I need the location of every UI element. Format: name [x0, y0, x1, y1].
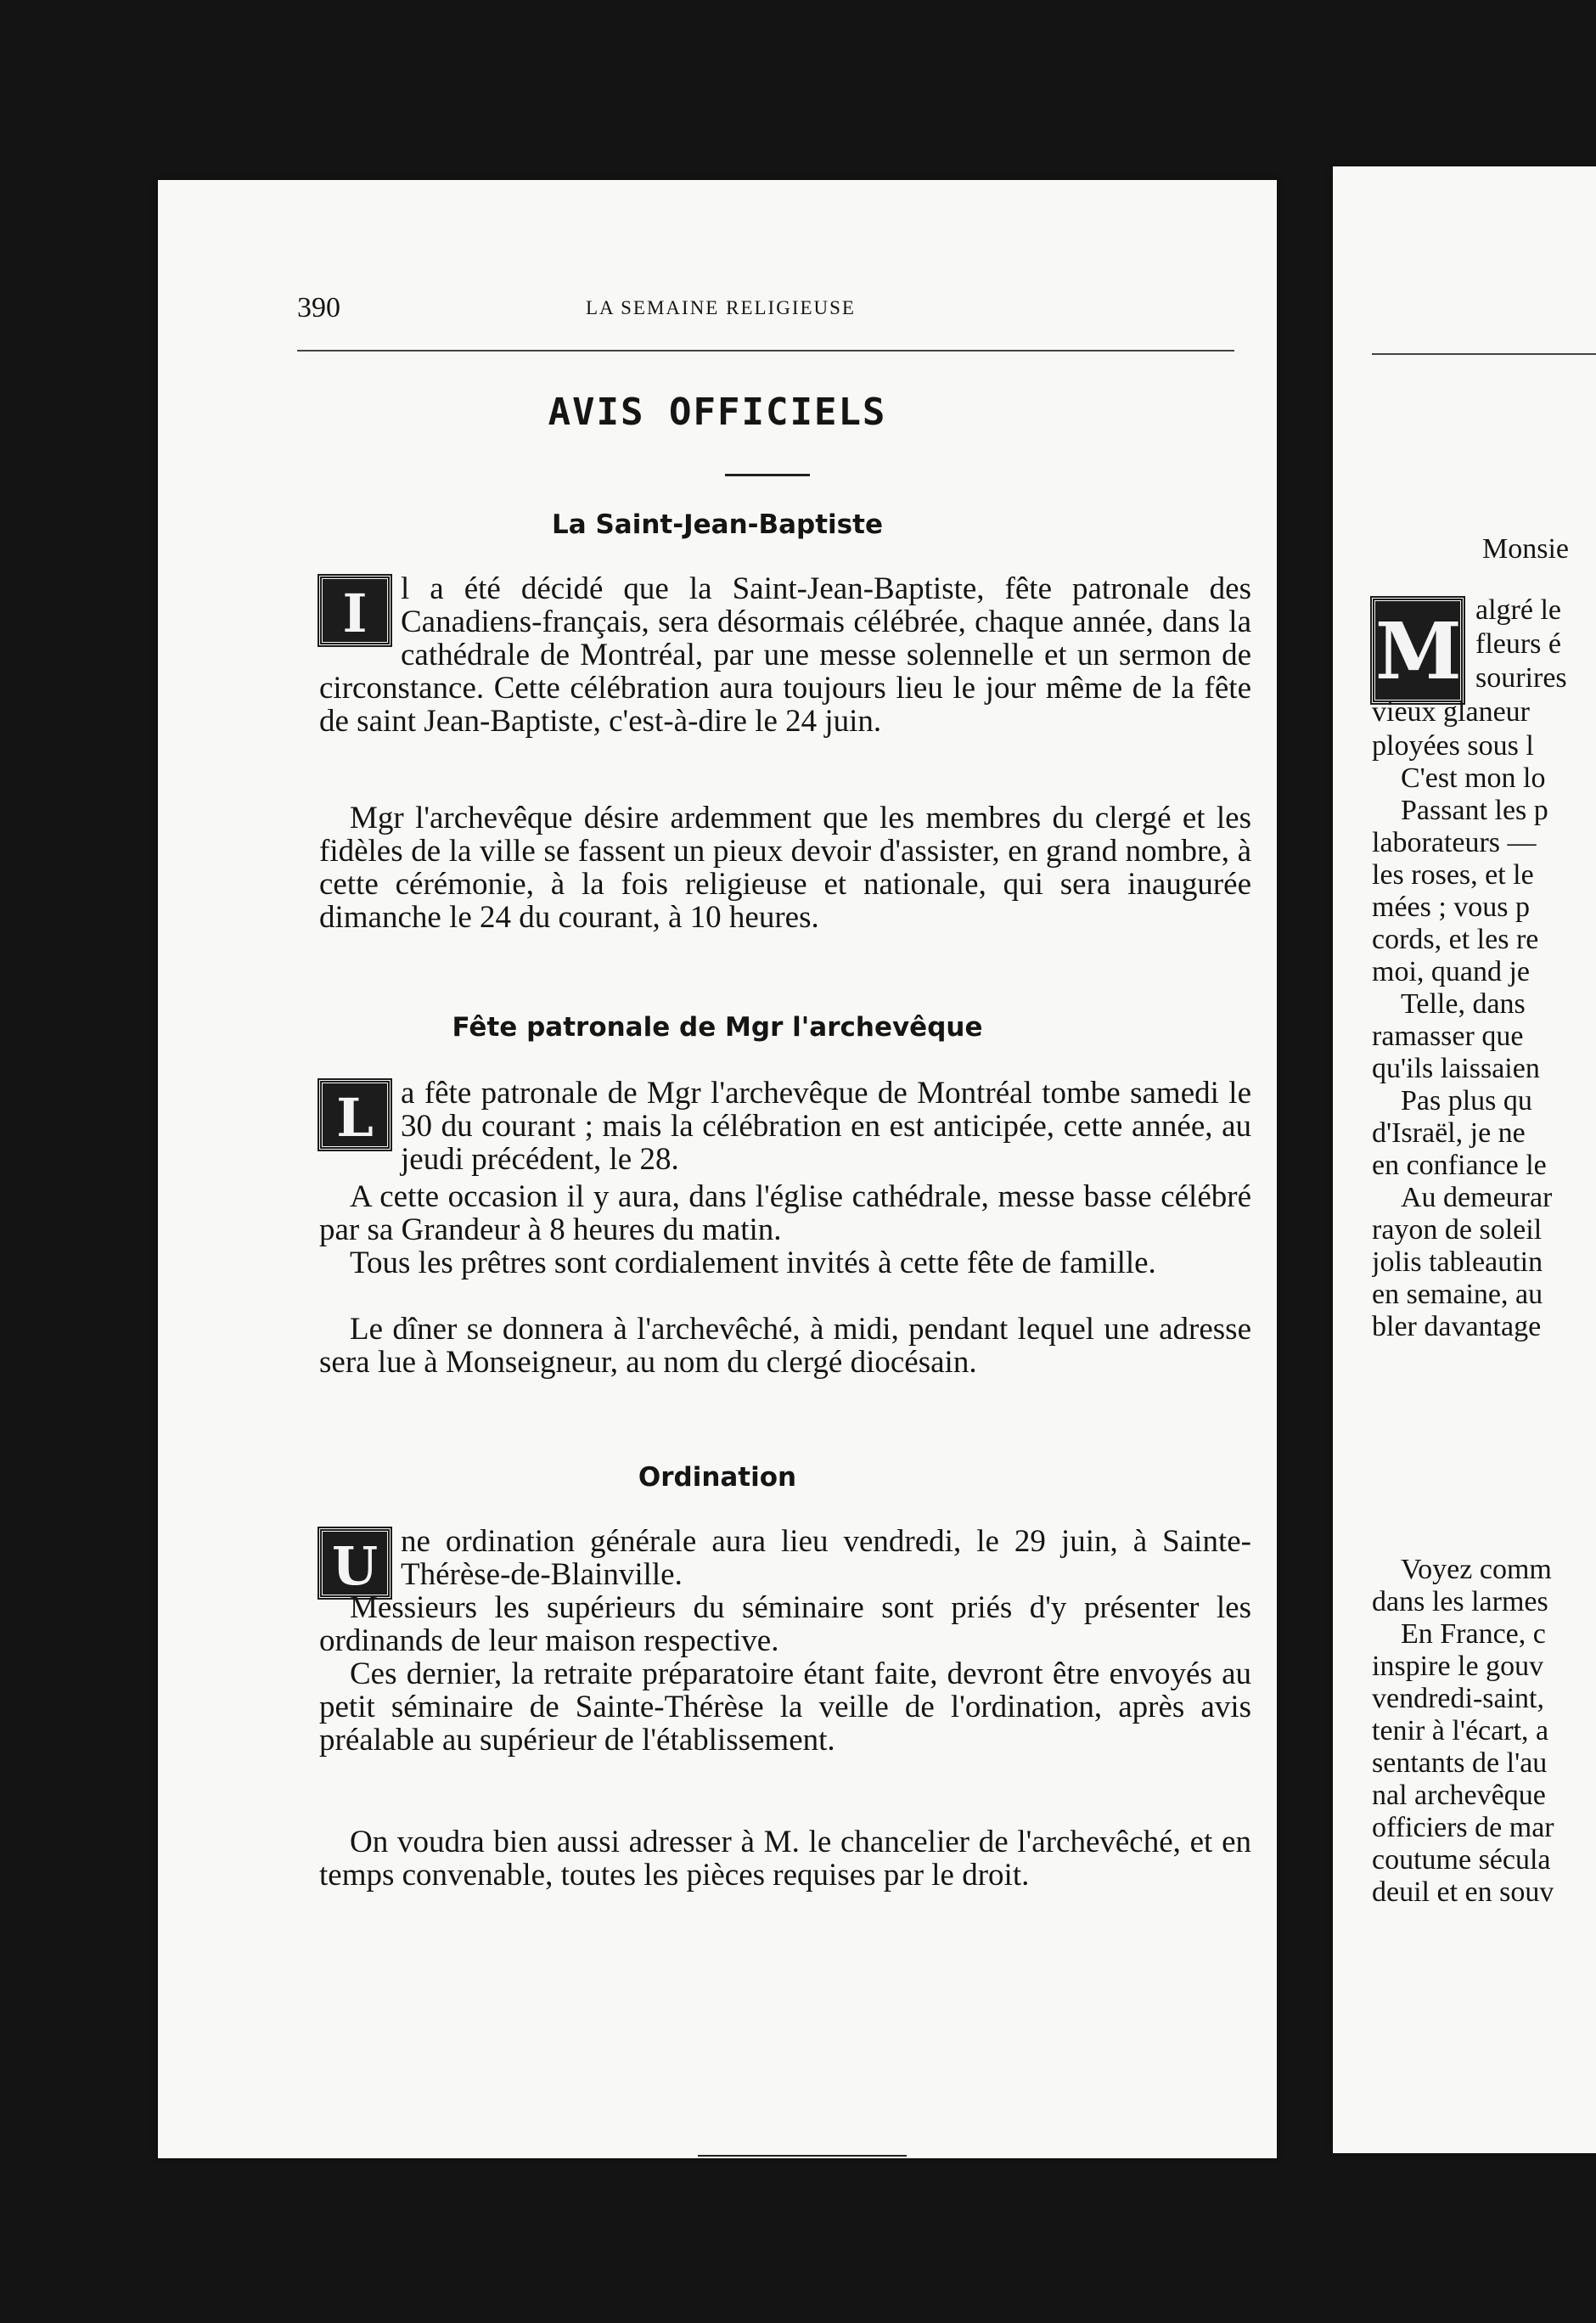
paragraph: A cette occasion il y aura, dans l'église cathédrale, messe basse célébré par sa Grandeur à 8 heures du matin.: [319, 1179, 1251, 1247]
paragraph-text: a fête patronale de Mgr l'archevêque de Montréal tombe samedi le 30 du courant ; mais la célébration en est anticipée, cette année, au jeudi précédent, le 28.: [401, 1076, 1251, 1177]
section-title-ordination: Ordination: [638, 1462, 797, 1493]
text-line: Voyez comm: [1401, 1554, 1552, 1585]
text-line: Monsie: [1482, 533, 1569, 565]
text-line: deuil et en souv: [1372, 1876, 1554, 1908]
text-line: rayon de soleil: [1372, 1214, 1543, 1246]
text-line: d'Israël, je ne: [1372, 1117, 1526, 1149]
title-rule: [725, 474, 810, 476]
text-line: coutume sécula: [1372, 1844, 1551, 1876]
header-rule: [297, 350, 1234, 352]
text-line: tenir à l'écart, a: [1372, 1715, 1549, 1746]
text-line: les roses, et le: [1372, 859, 1534, 891]
text-line: sourires: [1475, 662, 1567, 694]
paragraph: Messieurs les supérieurs du séminaire sont priés d'y présenter les ordinands de leur maison respective.: [319, 1590, 1251, 1658]
journal-title: LA SEMAINE RELIGIEUSE: [586, 297, 856, 318]
text-line: laborateurs —: [1372, 827, 1537, 858]
paragraph-text: l a été décidé que la Saint-Jean-Baptiste, fête patronale des Canadiens-français, sera désormais célébrée, chaque année, dans la cathédrale de Montréal, par une messe solennelle et un sermon de circonstance. Cette célébration aura toujours lieu le jour même de la fête de saint Jean-Baptiste, c'est-à-dire le 24 juin.: [319, 571, 1251, 739]
text-line: inspire le gouv: [1372, 1651, 1544, 1682]
drop-cap-block: [1372, 594, 1472, 703]
text-line: nal archevêque: [1372, 1780, 1546, 1811]
paragraph: [319, 572, 1251, 738]
right-page: [1333, 166, 1596, 2153]
text-line: Au demeurar: [1401, 1182, 1553, 1213]
text-line: en confiance le: [1372, 1150, 1547, 1181]
text-line: ployées sous l: [1372, 730, 1534, 762]
text-line: officiers de mar: [1372, 1812, 1554, 1843]
drop-cap: U: [319, 1528, 391, 1598]
paragraph: Ces dernier, la retraite préparatoire étant faite, devront être envoyés au petit séminaire de Sainte-Thérèse la veille de l'ordination, après avis préalable au supérieur de l'établissement.: [319, 1656, 1251, 1758]
drop-cap: L: [319, 1080, 391, 1150]
section-title-saint-jean-baptiste: La Saint-Jean-Baptiste: [552, 509, 883, 540]
text-line: algré le: [1475, 594, 1561, 626]
text-line: dans les larmes: [1372, 1586, 1548, 1617]
text-line: qu'ils laissaien: [1372, 1053, 1540, 1084]
running-head: [297, 292, 1401, 326]
text-line: en semaine, au: [1372, 1279, 1543, 1310]
text-line: cords, et les re: [1372, 924, 1539, 955]
text-line: mées ; vous p: [1372, 892, 1531, 923]
drop-cap: M: [1372, 598, 1464, 703]
paragraph: On voudra bien aussi adresser à M. le chancelier de l'archevêché, et en temps convenable, toutes les pièces requises par le droit.: [319, 1825, 1251, 1893]
paragraph: Mgr l'archevêque désire ardemment que les membres du clergé et les fidèles de la ville se fassent un pieux devoir d'assister, en grand nombre, à cette cérémonie, à la fois religieuse et nationale, qui sera inaugurée dimanche le 24 du courant, à 10 heures.: [319, 801, 1251, 935]
text-line: vendredi-saint,: [1372, 1683, 1544, 1714]
text-line: Pas plus qu: [1401, 1085, 1532, 1117]
paragraph: Le dîner se donnera à l'archevêché, à midi, pendant lequel une adresse sera lue à Monseigneur, au nom du clergé diocésain.: [319, 1312, 1251, 1380]
paragraph: Tous les prêtres sont cordialement invités à cette fête de famille.: [350, 1246, 1156, 1280]
text-line: jolis tableautin: [1372, 1246, 1543, 1278]
drop-cap: I: [319, 576, 391, 645]
text-line: ramasser que: [1372, 1021, 1524, 1052]
text-line: vieux glaneur: [1372, 696, 1530, 728]
left-page: [158, 180, 1277, 2158]
text-line: En France, c: [1401, 1618, 1546, 1650]
text-line: bler davantage: [1372, 1311, 1542, 1342]
text-line: C'est mon lo: [1401, 762, 1546, 794]
text-line: moi, quand je: [1372, 956, 1531, 987]
text-line: Telle, dans: [1401, 988, 1526, 1020]
text-line: fleurs é: [1475, 628, 1562, 660]
header-rule: [1372, 353, 1596, 355]
page-title: AVIS OFFICIELS: [548, 391, 887, 434]
paragraph-text: ne ordination générale aura lieu vendredi, le 29 juin, à Sainte-Thérèse-de-Blainville.: [401, 1524, 1251, 1592]
end-rule: [698, 2155, 907, 2157]
section-title-fete-patronale: Fête patronale de Mgr l'archevêque: [452, 1012, 983, 1043]
page-number: 390: [297, 292, 340, 323]
text-line: Passant les p: [1401, 795, 1548, 826]
text-line: sentants de l'au: [1372, 1747, 1548, 1779]
paragraph: [319, 1525, 1251, 1598]
paragraph: [319, 1077, 1251, 1176]
